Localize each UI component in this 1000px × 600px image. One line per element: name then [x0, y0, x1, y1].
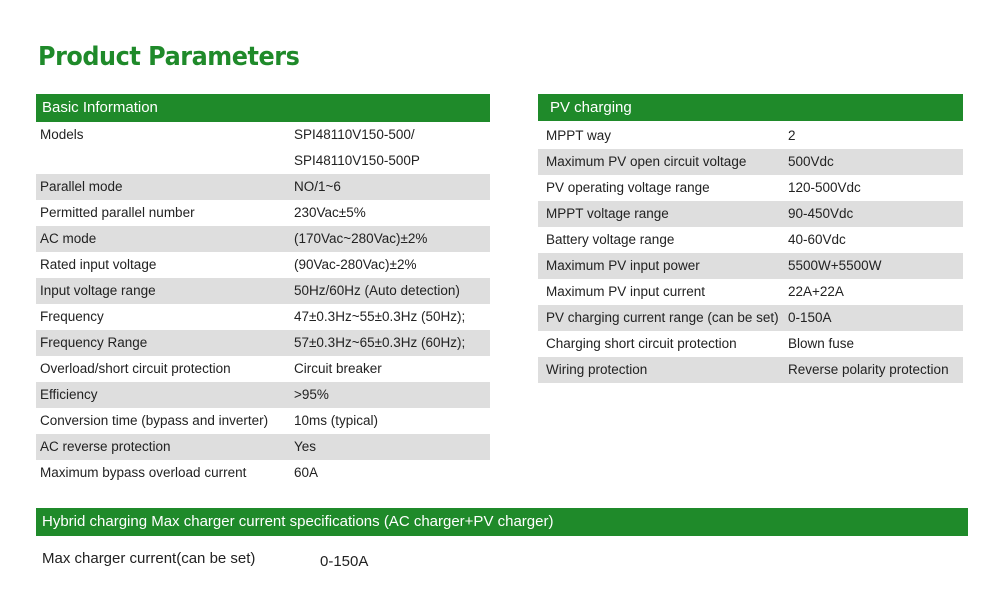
- row-label: Wiring protection: [546, 362, 648, 377]
- row-label: Models: [40, 127, 84, 142]
- table-row: [538, 357, 963, 383]
- table-row: [36, 226, 490, 252]
- row-value: SPI48110V150-500/: [294, 127, 415, 142]
- row-value: 120-500Vdc: [788, 180, 861, 195]
- table-row: [538, 331, 963, 357]
- row-value: 22A+22A: [788, 284, 844, 299]
- table-row: [36, 200, 490, 226]
- row-label: Overload/short circuit protection: [40, 361, 231, 376]
- table-row: [538, 123, 963, 149]
- row-value: 0-150A: [788, 310, 832, 325]
- table-row: [36, 434, 490, 460]
- row-value: Reverse polarity protection: [788, 362, 949, 377]
- row-value: Blown fuse: [788, 336, 855, 351]
- row-value: 2: [788, 128, 796, 143]
- table-row: [36, 278, 490, 304]
- row-label: Input voltage range: [40, 283, 156, 298]
- row-value: 40-60Vdc: [788, 232, 846, 247]
- basic-information-table: [36, 94, 490, 486]
- pv-charging-table: [538, 94, 963, 383]
- table-row: [538, 149, 963, 175]
- row-value: 60A: [294, 465, 319, 480]
- row-label: PV charging current range (can be set): [546, 310, 779, 325]
- row-label: Frequency: [40, 309, 104, 324]
- table-row: [538, 279, 963, 305]
- table-row: [36, 330, 490, 356]
- table-row: [538, 175, 963, 201]
- row-value: Yes: [294, 439, 317, 454]
- row-value: Circuit breaker: [294, 361, 382, 376]
- row-value: 50Hz/60Hz (Auto detection): [294, 283, 460, 298]
- row-label: Maximum PV open circuit voltage: [546, 154, 747, 169]
- row-value: 5500W+5500W: [788, 258, 882, 273]
- row-value: 10ms (typical): [294, 413, 379, 428]
- row-label: Parallel mode: [40, 179, 123, 194]
- row-value: 90-450Vdc: [788, 206, 854, 221]
- row-value: (170Vac~280Vac)±2%: [294, 231, 428, 246]
- table-row: [538, 227, 963, 253]
- row-label: [36, 148, 294, 174]
- row-label: Maximum PV input power: [546, 258, 700, 273]
- row-label: Maximum PV input current: [546, 284, 706, 299]
- table-row: [36, 174, 490, 200]
- table-row: [36, 408, 490, 434]
- table-row: [36, 356, 490, 382]
- row-value: 500Vdc: [788, 154, 834, 169]
- basic-information-header: Basic Information: [36, 94, 490, 122]
- row-label: Efficiency: [40, 387, 98, 402]
- row-label: Rated input voltage: [40, 257, 157, 272]
- row-label: Frequency Range: [40, 335, 148, 350]
- row-value: >95%: [294, 387, 329, 402]
- row-value: 57±0.3Hz~65±0.3Hz (60Hz);: [294, 335, 466, 350]
- row-label: MPPT way: [546, 128, 612, 143]
- row-label: Permitted parallel number: [40, 205, 195, 220]
- table-row: [36, 252, 490, 278]
- table-row: [538, 253, 963, 279]
- page-title: Product Parameters: [38, 42, 300, 72]
- max-charger-current-label: Max charger current(can be set): [42, 550, 256, 567]
- row-value: 47±0.3Hz~55±0.3Hz (50Hz);: [294, 309, 466, 324]
- row-value: SPI48110V150-500P: [294, 153, 420, 168]
- table-row: [36, 148, 490, 174]
- row-value: (90Vac-280Vac)±2%: [294, 257, 417, 272]
- table-row: [538, 201, 963, 227]
- row-label: Conversion time (bypass and inverter): [40, 413, 269, 428]
- table-row: [538, 305, 963, 331]
- table-row: [36, 304, 490, 330]
- row-value: NO/1~6: [294, 179, 341, 194]
- row-label: MPPT voltage range: [546, 206, 669, 221]
- pv-charging-header: PV charging: [538, 94, 963, 121]
- table-row: [36, 122, 490, 148]
- row-label: PV operating voltage range: [546, 180, 710, 195]
- max-charger-current-value: 0-150A: [320, 553, 369, 570]
- table-row: [36, 460, 490, 486]
- hybrid-charging-section: [36, 508, 968, 536]
- row-label: Maximum bypass overload current: [40, 465, 247, 480]
- row-label: AC mode: [40, 231, 97, 246]
- row-label: Battery voltage range: [546, 232, 675, 247]
- row-label: AC reverse protection: [40, 439, 171, 454]
- table-row: [36, 382, 490, 408]
- row-label: Charging short circuit protection: [546, 336, 737, 351]
- hybrid-charging-header: Hybrid charging Max charger current specifications (AC charger+PV charger): [36, 508, 968, 536]
- row-value: 230Vac±5%: [294, 205, 366, 220]
